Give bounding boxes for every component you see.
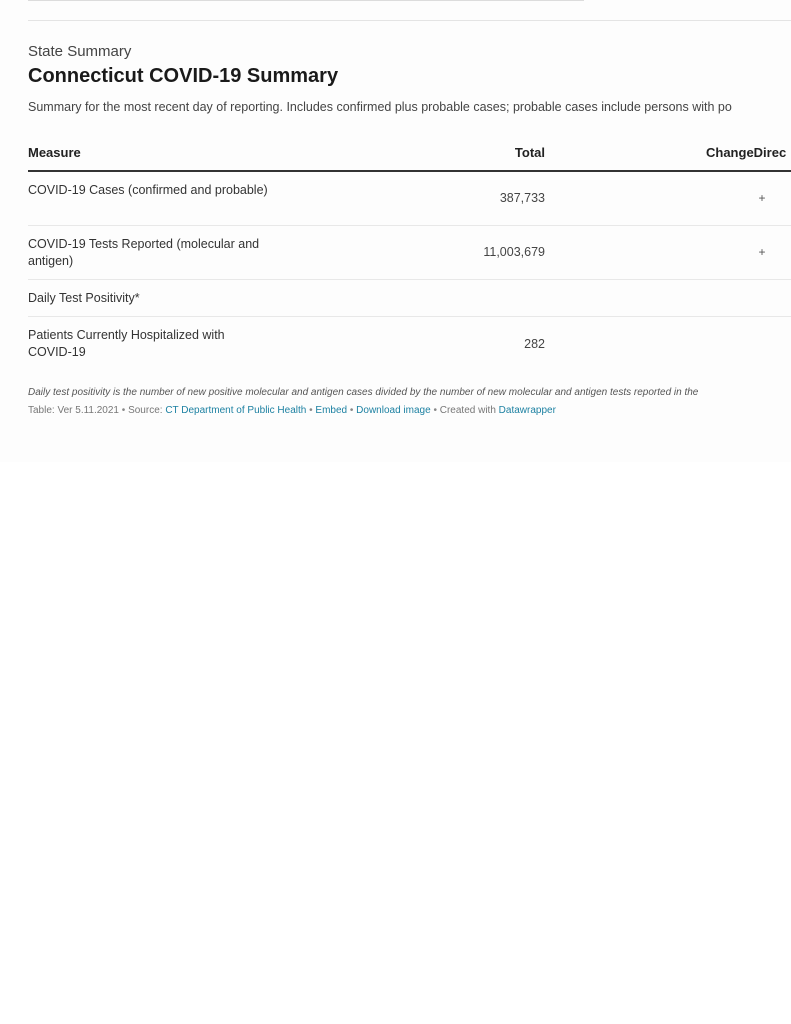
source-prefix: Source: xyxy=(128,405,163,416)
footer-separator: • xyxy=(433,405,437,416)
table-row xyxy=(28,172,791,226)
total-cell: 11,003,679 xyxy=(483,245,545,259)
change-direction-cell: + xyxy=(758,191,766,205)
version-label: Table: Ver 5.11.2021 xyxy=(28,405,119,416)
embed-link[interactable]: Embed xyxy=(315,405,348,416)
column-header-measure[interactable]: Measure xyxy=(28,145,81,160)
table-row xyxy=(28,226,791,280)
measure-cell: Daily Test Positivity* xyxy=(28,291,140,305)
measure-cell: Patients Currently Hospitalized with COVID-19 xyxy=(28,328,225,359)
change-direction-cell: + xyxy=(758,245,766,259)
datawrapper-link[interactable]: Datawrapper xyxy=(498,405,556,416)
download-image-link[interactable]: Download image xyxy=(356,405,431,416)
total-cell: 282 xyxy=(524,337,545,351)
footer-separator: • xyxy=(121,405,126,416)
page-title: Connecticut COVID-19 Summary xyxy=(28,65,339,87)
table-header xyxy=(28,140,791,172)
footer-separator: • xyxy=(349,405,354,416)
total-cell: 387,733 xyxy=(499,191,545,205)
section-divider xyxy=(28,20,791,21)
column-header-total[interactable]: Total xyxy=(514,145,545,160)
measure-cell: COVID-19 Cases (confirmed and probable) xyxy=(28,183,268,197)
datawrapper-table-card xyxy=(0,0,791,462)
summary-table xyxy=(28,140,791,373)
table-footer xyxy=(28,405,556,416)
footer-separator: • xyxy=(309,405,313,416)
positivity-footnote: Daily test positivity is the number of new positive molecular and antigen cases divided by the number of new molecular and antigen tests reported in the xyxy=(28,387,699,398)
table-row xyxy=(28,317,791,373)
section-kicker: State Summary xyxy=(28,43,132,60)
table-description: Summary for the most recent day of reporting. Includes confirmed plus probable cases; probable cases include persons with po xyxy=(28,100,732,114)
measure-cell: COVID-19 Tests Reported (molecular and antigen) xyxy=(28,237,260,268)
top-divider xyxy=(28,0,584,1)
column-header-change-direction[interactable]: ChangeDirec xyxy=(706,145,787,160)
table-row xyxy=(28,280,791,317)
source-link[interactable]: CT Department of Public Health xyxy=(165,405,307,416)
created-with-prefix: Created with xyxy=(439,405,496,416)
